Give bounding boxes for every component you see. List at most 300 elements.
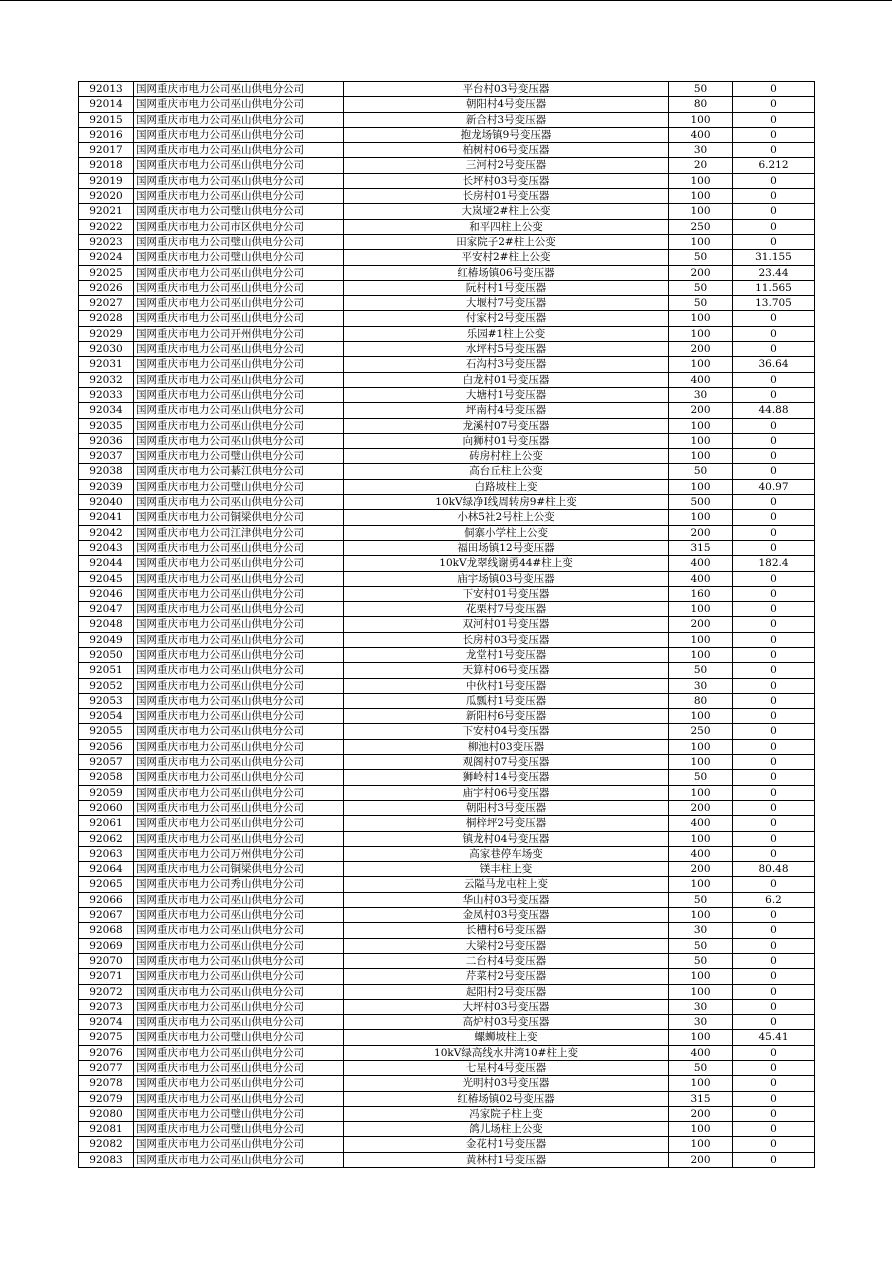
capacity-cell: 100 bbox=[669, 449, 733, 464]
value-cell: 0 bbox=[733, 127, 815, 142]
transformer-name-cell: 阮村村1号变压器 bbox=[344, 280, 669, 295]
row-id-cell: 92025 bbox=[79, 265, 134, 280]
value-cell: 80.48 bbox=[733, 862, 815, 877]
company-cell: 国网重庆市电力公司巫山供电分公司 bbox=[134, 265, 344, 280]
capacity-cell: 50 bbox=[669, 280, 733, 295]
table-row bbox=[79, 158, 815, 173]
company-cell: 国网重庆市电力公司巫山供电分公司 bbox=[134, 816, 344, 831]
capacity-cell: 30 bbox=[669, 999, 733, 1014]
table-row bbox=[79, 1076, 815, 1091]
value-cell: 0 bbox=[733, 908, 815, 923]
row-id-cell: 92054 bbox=[79, 709, 134, 724]
company-cell: 国网重庆市电力公司巫山供电分公司 bbox=[134, 173, 344, 188]
table-row bbox=[79, 1106, 815, 1121]
capacity-cell: 50 bbox=[669, 464, 733, 479]
table-row bbox=[79, 265, 815, 280]
table-row bbox=[79, 82, 815, 97]
value-cell: 0 bbox=[733, 663, 815, 678]
table-row bbox=[79, 449, 815, 464]
value-cell: 0 bbox=[733, 800, 815, 815]
transformer-name-cell: 乐园#1柱上公变 bbox=[344, 326, 669, 341]
company-cell: 国网重庆市电力公司巫山供电分公司 bbox=[134, 831, 344, 846]
transformer-name-cell: 红椿场镇06号变压器 bbox=[344, 265, 669, 280]
row-id-cell: 92083 bbox=[79, 1152, 134, 1167]
value-cell: 0 bbox=[733, 1152, 815, 1167]
company-cell: 国网重庆市电力公司巫山供电分公司 bbox=[134, 189, 344, 204]
company-cell: 国网重庆市电力公司巫山供电分公司 bbox=[134, 908, 344, 923]
value-cell: 0 bbox=[733, 525, 815, 540]
table-row bbox=[79, 403, 815, 418]
table-row bbox=[79, 632, 815, 647]
transformer-name-cell: 新合村3号变压器 bbox=[344, 112, 669, 127]
value-cell: 0 bbox=[733, 510, 815, 525]
company-cell: 国网重庆市电力公司巫山供电分公司 bbox=[134, 127, 344, 142]
row-id-cell: 92014 bbox=[79, 97, 134, 112]
transformer-name-cell: 观阁村07号变压器 bbox=[344, 755, 669, 770]
value-cell: 0 bbox=[733, 189, 815, 204]
transformer-name-cell: 新阳村6号变压器 bbox=[344, 709, 669, 724]
table-row bbox=[79, 525, 815, 540]
capacity-cell: 100 bbox=[669, 602, 733, 617]
table-row bbox=[79, 999, 815, 1014]
company-cell: 国网重庆市电力公司巫山供电分公司 bbox=[134, 1137, 344, 1152]
transformer-name-cell: 华山村03号变压器 bbox=[344, 892, 669, 907]
value-cell: 44.88 bbox=[733, 403, 815, 418]
transformer-name-cell: 大堰村7号变压器 bbox=[344, 296, 669, 311]
table-row bbox=[79, 877, 815, 892]
row-id-cell: 92022 bbox=[79, 219, 134, 234]
capacity-cell: 100 bbox=[669, 1076, 733, 1091]
transformer-name-cell: 小林5社2号柱上公变 bbox=[344, 510, 669, 525]
capacity-cell: 100 bbox=[669, 234, 733, 249]
capacity-cell: 100 bbox=[669, 326, 733, 341]
row-id-cell: 92058 bbox=[79, 770, 134, 785]
transformer-name-cell: 大岚垭2#柱上公变 bbox=[344, 204, 669, 219]
value-cell: 0 bbox=[733, 1015, 815, 1030]
row-id-cell: 92037 bbox=[79, 449, 134, 464]
capacity-cell: 50 bbox=[669, 1061, 733, 1076]
company-cell: 国网重庆市电力公司巫山供电分公司 bbox=[134, 112, 344, 127]
row-id-cell: 92042 bbox=[79, 525, 134, 540]
value-cell: 0 bbox=[733, 709, 815, 724]
table-row bbox=[79, 678, 815, 693]
capacity-cell: 100 bbox=[669, 357, 733, 372]
table-row bbox=[79, 862, 815, 877]
transformer-name-cell: 光明村03号变压器 bbox=[344, 1076, 669, 1091]
company-cell: 国网重庆市电力公司巫山供电分公司 bbox=[134, 1015, 344, 1030]
transformer-name-cell: 起阳村2号变压器 bbox=[344, 984, 669, 999]
transformer-name-cell: 长房村03号变压器 bbox=[344, 632, 669, 647]
capacity-cell: 100 bbox=[669, 984, 733, 999]
table-row bbox=[79, 204, 815, 219]
capacity-cell: 50 bbox=[669, 953, 733, 968]
transformer-name-cell: 高炉村03号变压器 bbox=[344, 1015, 669, 1030]
value-cell: 0 bbox=[733, 632, 815, 647]
table-row bbox=[79, 510, 815, 525]
row-id-cell: 92062 bbox=[79, 831, 134, 846]
company-cell: 国网重庆市电力公司巫山供电分公司 bbox=[134, 540, 344, 555]
table-row bbox=[79, 770, 815, 785]
value-cell: 0 bbox=[733, 97, 815, 112]
value-cell: 11.565 bbox=[733, 280, 815, 295]
table-row bbox=[79, 1122, 815, 1137]
capacity-cell: 100 bbox=[669, 877, 733, 892]
company-cell: 国网重庆市电力公司巫山供电分公司 bbox=[134, 755, 344, 770]
table-row bbox=[79, 189, 815, 204]
transformer-name-cell: 七星村4号变压器 bbox=[344, 1061, 669, 1076]
company-cell: 国网重庆市电力公司璧山供电分公司 bbox=[134, 1122, 344, 1137]
table-row bbox=[79, 97, 815, 112]
capacity-cell: 100 bbox=[669, 189, 733, 204]
capacity-cell: 400 bbox=[669, 372, 733, 387]
row-id-cell: 92013 bbox=[79, 82, 134, 97]
company-cell: 国网重庆市电力公司璧山供电分公司 bbox=[134, 1106, 344, 1121]
company-cell: 国网重庆市电力公司巫山供电分公司 bbox=[134, 418, 344, 433]
value-cell: 0 bbox=[733, 877, 815, 892]
value-cell: 0 bbox=[733, 739, 815, 754]
capacity-cell: 30 bbox=[669, 387, 733, 402]
transformer-name-cell: 朝阳村4号变压器 bbox=[344, 97, 669, 112]
value-cell: 0 bbox=[733, 724, 815, 739]
transformer-name-cell: 冯家院子柱上变 bbox=[344, 1106, 669, 1121]
company-cell: 国网重庆市电力公司巫山供电分公司 bbox=[134, 1152, 344, 1167]
capacity-cell: 100 bbox=[669, 785, 733, 800]
row-id-cell: 92071 bbox=[79, 969, 134, 984]
value-cell: 0 bbox=[733, 969, 815, 984]
table-row bbox=[79, 617, 815, 632]
value-cell: 0 bbox=[733, 495, 815, 510]
capacity-cell: 100 bbox=[669, 831, 733, 846]
table-row bbox=[79, 1045, 815, 1060]
transformer-name-cell: 砖房村柱上公变 bbox=[344, 449, 669, 464]
table-row bbox=[79, 1015, 815, 1030]
value-cell: 0 bbox=[733, 1061, 815, 1076]
row-id-cell: 92030 bbox=[79, 342, 134, 357]
row-id-cell: 92081 bbox=[79, 1122, 134, 1137]
row-id-cell: 92023 bbox=[79, 234, 134, 249]
table-row bbox=[79, 433, 815, 448]
table-row bbox=[79, 234, 815, 249]
capacity-cell: 100 bbox=[669, 204, 733, 219]
company-cell: 国网重庆市电力公司巫山供电分公司 bbox=[134, 1091, 344, 1106]
row-id-cell: 92046 bbox=[79, 586, 134, 601]
value-cell: 0 bbox=[733, 586, 815, 601]
value-cell: 0 bbox=[733, 923, 815, 938]
capacity-cell: 500 bbox=[669, 495, 733, 510]
value-cell: 0 bbox=[733, 617, 815, 632]
capacity-cell: 100 bbox=[669, 479, 733, 494]
transformer-name-cell: 平安村2#柱上公变 bbox=[344, 250, 669, 265]
company-cell: 国网重庆市电力公司巫山供电分公司 bbox=[134, 342, 344, 357]
capacity-cell: 100 bbox=[669, 1122, 733, 1137]
row-id-cell: 92035 bbox=[79, 418, 134, 433]
capacity-cell: 400 bbox=[669, 571, 733, 586]
capacity-cell: 100 bbox=[669, 510, 733, 525]
row-id-cell: 92073 bbox=[79, 999, 134, 1014]
capacity-cell: 250 bbox=[669, 724, 733, 739]
company-cell: 国网重庆市电力公司巫山供电分公司 bbox=[134, 372, 344, 387]
transformer-name-cell: 云隘马龙屯柱上变 bbox=[344, 877, 669, 892]
company-cell: 国网重庆市电力公司巫山供电分公司 bbox=[134, 82, 344, 97]
row-id-cell: 92065 bbox=[79, 877, 134, 892]
table-row bbox=[79, 816, 815, 831]
company-cell: 国网重庆市电力公司巫山供电分公司 bbox=[134, 1045, 344, 1060]
table-row bbox=[79, 418, 815, 433]
row-id-cell: 92020 bbox=[79, 189, 134, 204]
company-cell: 国网重庆市电力公司璧山供电分公司 bbox=[134, 234, 344, 249]
capacity-cell: 200 bbox=[669, 1152, 733, 1167]
table-row bbox=[79, 693, 815, 708]
capacity-cell: 30 bbox=[669, 923, 733, 938]
value-cell: 0 bbox=[733, 1076, 815, 1091]
transformer-name-cell: 下安村04号变压器 bbox=[344, 724, 669, 739]
transformer-name-cell: 高台丘柱上公变 bbox=[344, 464, 669, 479]
capacity-cell: 200 bbox=[669, 617, 733, 632]
transformer-name-cell: 田家院子2#柱上公变 bbox=[344, 234, 669, 249]
company-cell: 国网重庆市电力公司巫山供电分公司 bbox=[134, 693, 344, 708]
row-id-cell: 92056 bbox=[79, 739, 134, 754]
capacity-cell: 200 bbox=[669, 403, 733, 418]
value-cell: 0 bbox=[733, 342, 815, 357]
row-id-cell: 92043 bbox=[79, 540, 134, 555]
company-cell: 国网重庆市电力公司巫山供电分公司 bbox=[134, 892, 344, 907]
transformer-name-cell: 和平四柱上公变 bbox=[344, 219, 669, 234]
company-cell: 国网重庆市电力公司巫山供电分公司 bbox=[134, 617, 344, 632]
value-cell: 0 bbox=[733, 433, 815, 448]
company-cell: 国网重庆市电力公司巫山供电分公司 bbox=[134, 556, 344, 571]
page-top-rule bbox=[0, 0, 892, 1]
company-cell: 国网重庆市电力公司巫山供电分公司 bbox=[134, 663, 344, 678]
row-id-cell: 92021 bbox=[79, 204, 134, 219]
transformer-name-cell: 抱龙场镇9号变压器 bbox=[344, 127, 669, 142]
value-cell: 0 bbox=[733, 678, 815, 693]
transformer-name-cell: 螺蛳坡柱上变 bbox=[344, 1030, 669, 1045]
capacity-cell: 100 bbox=[669, 908, 733, 923]
table-row bbox=[79, 923, 815, 938]
row-id-cell: 92077 bbox=[79, 1061, 134, 1076]
row-id-cell: 92044 bbox=[79, 556, 134, 571]
value-cell: 0 bbox=[733, 693, 815, 708]
transformer-name-cell: 柳池村03变压器 bbox=[344, 739, 669, 754]
capacity-cell: 100 bbox=[669, 647, 733, 662]
value-cell: 31.155 bbox=[733, 250, 815, 265]
company-cell: 国网重庆市电力公司铜梁供电分公司 bbox=[134, 862, 344, 877]
transformer-name-cell: 双河村01号变压器 bbox=[344, 617, 669, 632]
transformer-name-cell: 庙宇场镇03号变压器 bbox=[344, 571, 669, 586]
transformer-name-cell: 10kV绿净I线周转房9#柱上变 bbox=[344, 495, 669, 510]
value-cell: 0 bbox=[733, 647, 815, 662]
capacity-cell: 50 bbox=[669, 770, 733, 785]
transformer-name-cell: 付家村2号变压器 bbox=[344, 311, 669, 326]
table-row bbox=[79, 143, 815, 158]
company-cell: 国网重庆市电力公司巫山供电分公司 bbox=[134, 97, 344, 112]
row-id-cell: 92079 bbox=[79, 1091, 134, 1106]
capacity-cell: 400 bbox=[669, 127, 733, 142]
table-row bbox=[79, 984, 815, 999]
capacity-cell: 200 bbox=[669, 1106, 733, 1121]
value-cell: 0 bbox=[733, 204, 815, 219]
capacity-cell: 250 bbox=[669, 219, 733, 234]
value-cell: 0 bbox=[733, 1106, 815, 1121]
table-row bbox=[79, 846, 815, 861]
table-row bbox=[79, 387, 815, 402]
company-cell: 国网重庆市电力公司巫山供电分公司 bbox=[134, 800, 344, 815]
value-cell: 0 bbox=[733, 785, 815, 800]
row-id-cell: 92067 bbox=[79, 908, 134, 923]
capacity-cell: 160 bbox=[669, 586, 733, 601]
company-cell: 国网重庆市电力公司巫山供电分公司 bbox=[134, 647, 344, 662]
transformer-name-cell: 高家巷停车场变 bbox=[344, 846, 669, 861]
value-cell: 0 bbox=[733, 112, 815, 127]
row-id-cell: 92068 bbox=[79, 923, 134, 938]
company-cell: 国网重庆市电力公司巫山供电分公司 bbox=[134, 984, 344, 999]
capacity-cell: 100 bbox=[669, 418, 733, 433]
company-cell: 国网重庆市电力公司巫山供电分公司 bbox=[134, 1076, 344, 1091]
company-cell: 国网重庆市电力公司巫山供电分公司 bbox=[134, 311, 344, 326]
company-cell: 国网重庆市电力公司璧山供电分公司 bbox=[134, 204, 344, 219]
table-row bbox=[79, 357, 815, 372]
value-cell: 0 bbox=[733, 326, 815, 341]
table-row bbox=[79, 311, 815, 326]
transformer-name-cell: 芹菜村2号变压器 bbox=[344, 969, 669, 984]
table-row bbox=[79, 1137, 815, 1152]
value-cell: 0 bbox=[733, 1137, 815, 1152]
row-id-cell: 92016 bbox=[79, 127, 134, 142]
company-cell: 国网重庆市电力公司巫山供电分公司 bbox=[134, 571, 344, 586]
company-cell: 国网重庆市电力公司璧山供电分公司 bbox=[134, 479, 344, 494]
table-row bbox=[79, 755, 815, 770]
value-cell: 0 bbox=[733, 999, 815, 1014]
value-cell: 0 bbox=[733, 571, 815, 586]
row-id-cell: 92029 bbox=[79, 326, 134, 341]
table-row bbox=[79, 112, 815, 127]
row-id-cell: 92015 bbox=[79, 112, 134, 127]
company-cell: 国网重庆市电力公司巫山供电分公司 bbox=[134, 923, 344, 938]
table-row bbox=[79, 709, 815, 724]
table-row bbox=[79, 739, 815, 754]
company-cell: 国网重庆市电力公司璧山供电分公司 bbox=[134, 1030, 344, 1045]
table-row bbox=[79, 1152, 815, 1167]
transformer-name-cell: 天算村06号变压器 bbox=[344, 663, 669, 678]
value-cell: 0 bbox=[733, 234, 815, 249]
table-row bbox=[79, 342, 815, 357]
value-cell: 6.212 bbox=[733, 158, 815, 173]
capacity-cell: 50 bbox=[669, 938, 733, 953]
company-cell: 国网重庆市电力公司巫山供电分公司 bbox=[134, 724, 344, 739]
value-cell: 0 bbox=[733, 464, 815, 479]
transformer-name-cell: 三河村2号变压器 bbox=[344, 158, 669, 173]
row-id-cell: 92019 bbox=[79, 173, 134, 188]
table-row bbox=[79, 1061, 815, 1076]
company-cell: 国网重庆市电力公司市区供电分公司 bbox=[134, 219, 344, 234]
capacity-cell: 100 bbox=[669, 739, 733, 754]
row-id-cell: 92039 bbox=[79, 479, 134, 494]
capacity-cell: 200 bbox=[669, 800, 733, 815]
capacity-cell: 100 bbox=[669, 173, 733, 188]
transformer-name-cell: 中伙村1号变压器 bbox=[344, 678, 669, 693]
transformer-name-cell: 瓜瓢村1号变压器 bbox=[344, 693, 669, 708]
value-cell: 0 bbox=[733, 1091, 815, 1106]
row-id-cell: 92069 bbox=[79, 938, 134, 953]
transformer-name-cell: 朝阳村3号变压器 bbox=[344, 800, 669, 815]
company-cell: 国网重庆市电力公司巫山供电分公司 bbox=[134, 143, 344, 158]
row-id-cell: 92074 bbox=[79, 1015, 134, 1030]
table-row bbox=[79, 219, 815, 234]
company-cell: 国网重庆市电力公司万州供电分公司 bbox=[134, 846, 344, 861]
capacity-cell: 100 bbox=[669, 112, 733, 127]
capacity-cell: 200 bbox=[669, 862, 733, 877]
value-cell: 0 bbox=[733, 82, 815, 97]
transformer-name-cell: 红椿场镇02号变压器 bbox=[344, 1091, 669, 1106]
transformer-name-cell: 长坪村03号变压器 bbox=[344, 173, 669, 188]
value-cell: 0 bbox=[733, 816, 815, 831]
company-cell: 国网重庆市电力公司巫山供电分公司 bbox=[134, 969, 344, 984]
value-cell: 0 bbox=[733, 1122, 815, 1137]
table-row bbox=[79, 250, 815, 265]
row-id-cell: 92052 bbox=[79, 678, 134, 693]
transformer-name-cell: 白龙村01号变压器 bbox=[344, 372, 669, 387]
transformer-name-cell: 柏树村06号变压器 bbox=[344, 143, 669, 158]
value-cell: 36.64 bbox=[733, 357, 815, 372]
transformer-name-cell: 福田场镇12号变压器 bbox=[344, 540, 669, 555]
row-id-cell: 92050 bbox=[79, 647, 134, 662]
company-cell: 国网重庆市电力公司巫山供电分公司 bbox=[134, 586, 344, 601]
row-id-cell: 92064 bbox=[79, 862, 134, 877]
row-id-cell: 92028 bbox=[79, 311, 134, 326]
company-cell: 国网重庆市电力公司铜梁供电分公司 bbox=[134, 510, 344, 525]
row-id-cell: 92061 bbox=[79, 816, 134, 831]
capacity-cell: 400 bbox=[669, 556, 733, 571]
transformer-name-cell: 石沟村3号变压器 bbox=[344, 357, 669, 372]
capacity-cell: 100 bbox=[669, 969, 733, 984]
row-id-cell: 92070 bbox=[79, 953, 134, 968]
value-cell: 0 bbox=[733, 953, 815, 968]
capacity-cell: 50 bbox=[669, 296, 733, 311]
company-cell: 国网重庆市电力公司巫山供电分公司 bbox=[134, 403, 344, 418]
company-cell: 国网重庆市电力公司璧山供电分公司 bbox=[134, 449, 344, 464]
value-cell: 13.705 bbox=[733, 296, 815, 311]
transformer-name-cell: 镁丰柱上变 bbox=[344, 862, 669, 877]
company-cell: 国网重庆市电力公司江津供电分公司 bbox=[134, 525, 344, 540]
capacity-cell: 80 bbox=[669, 97, 733, 112]
row-id-cell: 92017 bbox=[79, 143, 134, 158]
company-cell: 国网重庆市电力公司巫山供电分公司 bbox=[134, 387, 344, 402]
value-cell: 0 bbox=[733, 449, 815, 464]
transformer-name-cell: 花栗村7号变压器 bbox=[344, 602, 669, 617]
capacity-cell: 100 bbox=[669, 1030, 733, 1045]
row-id-cell: 92033 bbox=[79, 387, 134, 402]
row-id-cell: 92049 bbox=[79, 632, 134, 647]
row-id-cell: 92041 bbox=[79, 510, 134, 525]
row-id-cell: 92024 bbox=[79, 250, 134, 265]
capacity-cell: 100 bbox=[669, 632, 733, 647]
value-cell: 0 bbox=[733, 143, 815, 158]
company-cell: 国网重庆市电力公司巫山供电分公司 bbox=[134, 678, 344, 693]
row-id-cell: 92072 bbox=[79, 984, 134, 999]
table-row bbox=[79, 953, 815, 968]
row-id-cell: 92078 bbox=[79, 1076, 134, 1091]
row-id-cell: 92038 bbox=[79, 464, 134, 479]
transformer-name-cell: 黄林村1号变压器 bbox=[344, 1152, 669, 1167]
table-row bbox=[79, 1030, 815, 1045]
capacity-cell: 50 bbox=[669, 250, 733, 265]
table-row bbox=[79, 296, 815, 311]
transformer-table bbox=[78, 81, 815, 1168]
value-cell: 40.97 bbox=[733, 479, 815, 494]
company-cell: 国网重庆市电力公司巫山供电分公司 bbox=[134, 296, 344, 311]
transformer-name-cell: 大坪村03号变压器 bbox=[344, 999, 669, 1014]
company-cell: 国网重庆市电力公司开州供电分公司 bbox=[134, 326, 344, 341]
